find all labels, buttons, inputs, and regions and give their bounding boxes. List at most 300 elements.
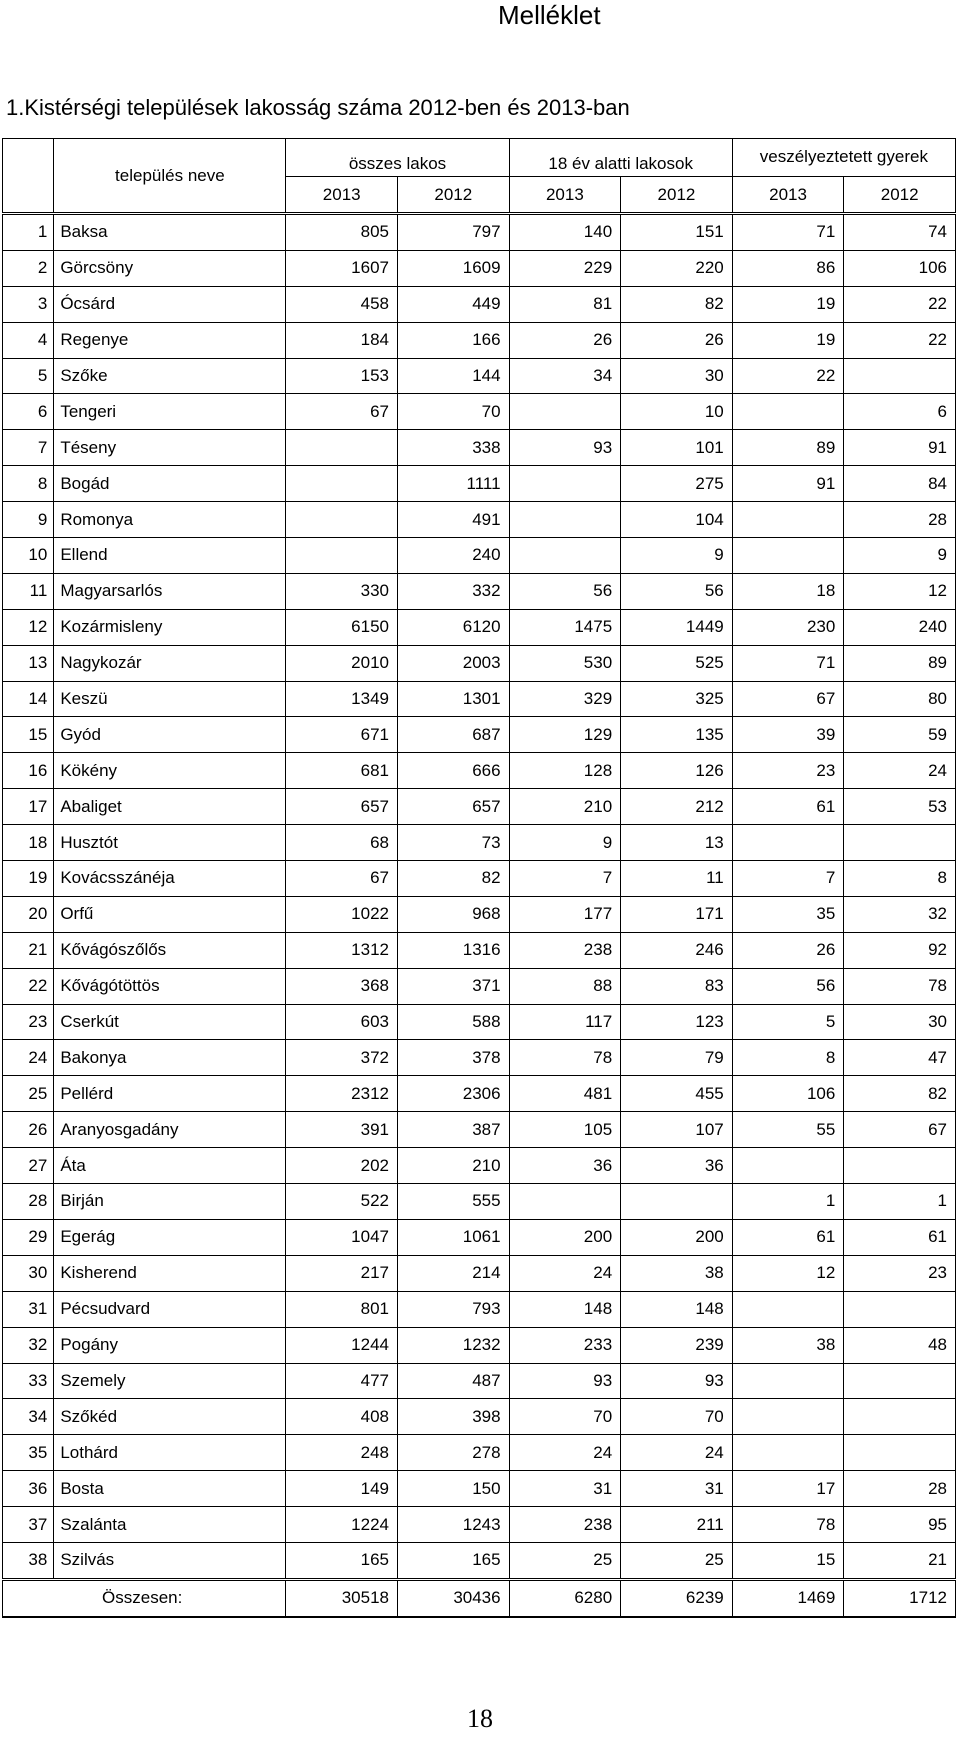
settlement-name: Kővágótöttös <box>54 968 286 1004</box>
row-index: 19 <box>3 861 54 897</box>
value-cell: 82 <box>621 286 733 322</box>
page-number: 18 <box>467 1704 493 1733</box>
value-cell: 338 <box>398 430 510 466</box>
value-cell: 24 <box>621 1435 733 1471</box>
row-index: 20 <box>3 896 54 932</box>
row-index: 2 <box>3 250 54 286</box>
value-cell: 19 <box>732 286 844 322</box>
settlement-name: Egerág <box>54 1219 286 1255</box>
value-cell: 30 <box>621 358 733 394</box>
value-cell: 797 <box>398 214 510 251</box>
value-cell: 18 <box>732 573 844 609</box>
value-cell: 32 <box>844 896 956 932</box>
value-cell: 1607 <box>286 250 398 286</box>
settlement-name: Bosta <box>54 1471 286 1507</box>
row-index: 36 <box>3 1471 54 1507</box>
value-cell: 329 <box>509 681 621 717</box>
settlement-name: Lothárd <box>54 1435 286 1471</box>
value-cell: 67 <box>732 681 844 717</box>
table-row <box>3 609 956 645</box>
table-row <box>3 394 956 430</box>
value-cell: 2306 <box>398 1076 510 1112</box>
value-cell: 408 <box>286 1399 398 1435</box>
value-cell <box>732 1435 844 1471</box>
value-cell: 9 <box>621 538 733 574</box>
table-row <box>3 250 956 286</box>
value-cell <box>286 430 398 466</box>
value-cell: 233 <box>509 1327 621 1363</box>
value-cell: 70 <box>509 1399 621 1435</box>
value-cell: 149 <box>286 1471 398 1507</box>
value-cell: 2003 <box>398 645 510 681</box>
value-cell: 371 <box>398 968 510 1004</box>
value-cell: 15 <box>732 1542 844 1579</box>
value-cell: 1 <box>732 1184 844 1220</box>
header-year: 2013 <box>732 177 844 214</box>
value-cell: 88 <box>509 968 621 1004</box>
settlement-name: Pogány <box>54 1327 286 1363</box>
total-row <box>3 1579 956 1616</box>
value-cell: 17 <box>732 1471 844 1507</box>
value-cell: 968 <box>398 896 510 932</box>
value-cell: 1243 <box>398 1507 510 1543</box>
value-cell <box>732 538 844 574</box>
value-cell: 92 <box>844 932 956 968</box>
table-row <box>3 1076 956 1112</box>
page-header-label: Melléklet <box>498 0 601 30</box>
row-index: 9 <box>3 502 54 538</box>
value-cell <box>732 394 844 430</box>
table-row <box>3 1327 956 1363</box>
total-value: 1469 <box>732 1579 844 1616</box>
value-cell: 39 <box>732 717 844 753</box>
value-cell: 38 <box>732 1327 844 1363</box>
row-index: 21 <box>3 932 54 968</box>
value-cell: 24 <box>509 1435 621 1471</box>
row-index: 1 <box>3 214 54 251</box>
table-row <box>3 466 956 502</box>
total-value: 30436 <box>398 1579 510 1616</box>
header-year: 2013 <box>286 177 398 214</box>
value-cell: 278 <box>398 1435 510 1471</box>
value-cell: 140 <box>509 214 621 251</box>
value-cell: 6 <box>844 394 956 430</box>
settlement-name: Romonya <box>54 502 286 538</box>
value-cell <box>509 394 621 430</box>
value-cell <box>732 825 844 861</box>
value-cell: 210 <box>509 789 621 825</box>
value-cell: 61 <box>732 1219 844 1255</box>
row-index: 30 <box>3 1255 54 1291</box>
value-cell: 487 <box>398 1363 510 1399</box>
value-cell: 1449 <box>621 609 733 645</box>
value-cell: 603 <box>286 1004 398 1040</box>
value-cell: 19 <box>732 322 844 358</box>
value-cell: 171 <box>621 896 733 932</box>
value-cell: 202 <box>286 1148 398 1184</box>
header-year: 2012 <box>621 177 733 214</box>
row-index: 29 <box>3 1219 54 1255</box>
table-row <box>3 1363 956 1399</box>
value-cell: 26 <box>509 322 621 358</box>
value-cell: 2312 <box>286 1076 398 1112</box>
value-cell <box>286 502 398 538</box>
table-row <box>3 968 956 1004</box>
value-cell: 78 <box>509 1040 621 1076</box>
settlement-name: Szalánta <box>54 1507 286 1543</box>
table-row <box>3 430 956 466</box>
value-cell: 793 <box>398 1291 510 1327</box>
value-cell: 12 <box>844 573 956 609</box>
value-cell: 588 <box>398 1004 510 1040</box>
table-row <box>3 1112 956 1148</box>
value-cell: 1022 <box>286 896 398 932</box>
value-cell: 117 <box>509 1004 621 1040</box>
header-group-endangered-children: veszélyeztetett gyerek <box>732 139 955 177</box>
value-cell: 217 <box>286 1255 398 1291</box>
row-index: 25 <box>3 1076 54 1112</box>
settlement-name: Kovácsszánéja <box>54 861 286 897</box>
row-index: 16 <box>3 753 54 789</box>
value-cell: 455 <box>621 1076 733 1112</box>
value-cell: 105 <box>509 1112 621 1148</box>
value-cell: 93 <box>509 430 621 466</box>
value-cell: 22 <box>844 322 956 358</box>
value-cell <box>286 538 398 574</box>
value-cell: 387 <box>398 1112 510 1148</box>
settlement-name: Ellend <box>54 538 286 574</box>
value-cell: 1 <box>844 1184 956 1220</box>
value-cell: 38 <box>621 1255 733 1291</box>
row-index: 33 <box>3 1363 54 1399</box>
value-cell: 67 <box>286 394 398 430</box>
table-row <box>3 681 956 717</box>
value-cell: 67 <box>844 1112 956 1148</box>
value-cell: 2010 <box>286 645 398 681</box>
value-cell: 89 <box>844 645 956 681</box>
value-cell: 212 <box>621 789 733 825</box>
header-group-under-18: 18 év alatti lakosok <box>509 139 732 177</box>
value-cell: 530 <box>509 645 621 681</box>
value-cell: 657 <box>286 789 398 825</box>
value-cell: 21 <box>844 1542 956 1579</box>
value-cell: 372 <box>286 1040 398 1076</box>
value-cell: 325 <box>621 681 733 717</box>
table-row <box>3 1040 956 1076</box>
value-cell: 671 <box>286 717 398 753</box>
population-table <box>2 138 956 1618</box>
value-cell: 84 <box>844 466 956 502</box>
row-index: 7 <box>3 430 54 466</box>
settlement-name: Szemely <box>54 1363 286 1399</box>
settlement-name: Magyarsarlós <box>54 573 286 609</box>
total-value: 30518 <box>286 1579 398 1616</box>
row-index: 28 <box>3 1184 54 1220</box>
table-row <box>3 358 956 394</box>
settlement-name: Ócsárd <box>54 286 286 322</box>
table-row <box>3 1148 956 1184</box>
settlement-name: Szőke <box>54 358 286 394</box>
settlement-name: Szőkéd <box>54 1399 286 1435</box>
value-cell: 687 <box>398 717 510 753</box>
value-cell: 148 <box>509 1291 621 1327</box>
value-cell: 1316 <box>398 932 510 968</box>
value-cell: 6150 <box>286 609 398 645</box>
row-index: 12 <box>3 609 54 645</box>
value-cell: 1349 <box>286 681 398 717</box>
value-cell: 1244 <box>286 1327 398 1363</box>
value-cell: 153 <box>286 358 398 394</box>
row-index: 38 <box>3 1542 54 1579</box>
value-cell: 177 <box>509 896 621 932</box>
value-cell: 9 <box>509 825 621 861</box>
row-index: 5 <box>3 358 54 394</box>
value-cell: 128 <box>509 753 621 789</box>
header-index-cell <box>3 139 54 214</box>
settlement-name: Gyód <box>54 717 286 753</box>
value-cell: 8 <box>844 861 956 897</box>
value-cell: 240 <box>844 609 956 645</box>
value-cell: 61 <box>732 789 844 825</box>
value-cell: 368 <box>286 968 398 1004</box>
value-cell: 31 <box>509 1471 621 1507</box>
value-cell: 805 <box>286 214 398 251</box>
value-cell: 56 <box>732 968 844 1004</box>
settlement-name: Kozármisleny <box>54 609 286 645</box>
value-cell: 165 <box>398 1542 510 1579</box>
value-cell: 86 <box>732 250 844 286</box>
table-row <box>3 1471 956 1507</box>
total-value: 1712 <box>844 1579 956 1616</box>
value-cell: 491 <box>398 502 510 538</box>
table-row <box>3 645 956 681</box>
row-index: 35 <box>3 1435 54 1471</box>
value-cell: 71 <box>732 214 844 251</box>
settlement-name: Baksa <box>54 214 286 251</box>
row-index: 6 <box>3 394 54 430</box>
value-cell: 71 <box>732 645 844 681</box>
row-index: 15 <box>3 717 54 753</box>
value-cell: 36 <box>509 1148 621 1184</box>
value-cell: 525 <box>621 645 733 681</box>
value-cell: 26 <box>732 932 844 968</box>
settlement-name: Tengeri <box>54 394 286 430</box>
row-index: 3 <box>3 286 54 322</box>
value-cell: 666 <box>398 753 510 789</box>
settlement-name: Kökény <box>54 753 286 789</box>
value-cell: 214 <box>398 1255 510 1291</box>
value-cell: 67 <box>286 861 398 897</box>
value-cell: 25 <box>621 1542 733 1579</box>
value-cell: 123 <box>621 1004 733 1040</box>
table-row <box>3 932 956 968</box>
value-cell: 522 <box>286 1184 398 1220</box>
value-cell: 36 <box>621 1148 733 1184</box>
value-cell: 79 <box>621 1040 733 1076</box>
total-value: 6239 <box>621 1579 733 1616</box>
value-cell: 151 <box>621 214 733 251</box>
value-cell: 275 <box>621 466 733 502</box>
table-row <box>3 573 956 609</box>
value-cell: 1224 <box>286 1507 398 1543</box>
value-cell: 78 <box>732 1507 844 1543</box>
row-index: 18 <box>3 825 54 861</box>
table-row <box>3 1255 956 1291</box>
row-index: 14 <box>3 681 54 717</box>
header-year: 2013 <box>509 177 621 214</box>
value-cell: 1301 <box>398 681 510 717</box>
value-cell: 1475 <box>509 609 621 645</box>
row-index: 23 <box>3 1004 54 1040</box>
value-cell <box>732 1363 844 1399</box>
settlement-name: Téseny <box>54 430 286 466</box>
value-cell: 230 <box>732 609 844 645</box>
table-row <box>3 1219 956 1255</box>
value-cell: 477 <box>286 1363 398 1399</box>
value-cell: 106 <box>844 250 956 286</box>
value-cell <box>732 502 844 538</box>
value-cell: 165 <box>286 1542 398 1579</box>
value-cell: 211 <box>621 1507 733 1543</box>
value-cell: 126 <box>621 753 733 789</box>
table-row <box>3 322 956 358</box>
value-cell: 56 <box>621 573 733 609</box>
value-cell: 28 <box>844 1471 956 1507</box>
value-cell: 23 <box>844 1255 956 1291</box>
value-cell: 70 <box>621 1399 733 1435</box>
value-cell: 7 <box>509 861 621 897</box>
table-row <box>3 825 956 861</box>
value-cell: 449 <box>398 286 510 322</box>
row-index: 27 <box>3 1148 54 1184</box>
value-cell: 22 <box>844 286 956 322</box>
value-cell: 8 <box>732 1040 844 1076</box>
value-cell: 104 <box>621 502 733 538</box>
row-index: 13 <box>3 645 54 681</box>
settlement-name: Abaliget <box>54 789 286 825</box>
settlement-name: Pécsudvard <box>54 1291 286 1327</box>
settlement-name: Keszü <box>54 681 286 717</box>
header-settlement-name: település neve <box>54 139 286 214</box>
settlement-name: Áta <box>54 1148 286 1184</box>
value-cell <box>509 502 621 538</box>
header-row-groups <box>3 139 956 177</box>
value-cell: 129 <box>509 717 621 753</box>
row-index: 32 <box>3 1327 54 1363</box>
value-cell: 1061 <box>398 1219 510 1255</box>
row-index: 34 <box>3 1399 54 1435</box>
value-cell: 101 <box>621 430 733 466</box>
value-cell: 106 <box>732 1076 844 1112</box>
value-cell: 68 <box>286 825 398 861</box>
value-cell: 5 <box>732 1004 844 1040</box>
value-cell: 12 <box>732 1255 844 1291</box>
value-cell: 248 <box>286 1435 398 1471</box>
row-index: 4 <box>3 322 54 358</box>
value-cell: 7 <box>732 861 844 897</box>
value-cell: 74 <box>844 214 956 251</box>
value-cell <box>509 538 621 574</box>
row-index: 37 <box>3 1507 54 1543</box>
value-cell: 240 <box>398 538 510 574</box>
value-cell <box>844 1291 956 1327</box>
value-cell: 56 <box>509 573 621 609</box>
value-cell: 458 <box>286 286 398 322</box>
value-cell: 23 <box>732 753 844 789</box>
value-cell: 93 <box>621 1363 733 1399</box>
value-cell: 81 <box>509 286 621 322</box>
header-year: 2012 <box>844 177 956 214</box>
value-cell: 47 <box>844 1040 956 1076</box>
value-cell: 48 <box>844 1327 956 1363</box>
value-cell: 332 <box>398 573 510 609</box>
settlement-name: Pellérd <box>54 1076 286 1112</box>
row-index: 8 <box>3 466 54 502</box>
value-cell: 22 <box>732 358 844 394</box>
value-cell: 330 <box>286 573 398 609</box>
value-cell: 95 <box>844 1507 956 1543</box>
value-cell: 481 <box>509 1076 621 1112</box>
value-cell: 11 <box>621 861 733 897</box>
value-cell: 220 <box>621 250 733 286</box>
value-cell: 61 <box>844 1219 956 1255</box>
value-cell: 378 <box>398 1040 510 1076</box>
settlement-name: Aranyosgadány <box>54 1112 286 1148</box>
table-row <box>3 1435 956 1471</box>
value-cell: 9 <box>844 538 956 574</box>
settlement-name: Bogád <box>54 466 286 502</box>
settlement-name: Nagykozár <box>54 645 286 681</box>
table-row <box>3 1542 956 1579</box>
value-cell: 555 <box>398 1184 510 1220</box>
value-cell: 1111 <box>398 466 510 502</box>
table-row <box>3 1399 956 1435</box>
value-cell <box>509 1184 621 1220</box>
value-cell: 24 <box>844 753 956 789</box>
table-row <box>3 538 956 574</box>
value-cell: 31 <box>621 1471 733 1507</box>
value-cell: 83 <box>621 968 733 1004</box>
value-cell: 73 <box>398 825 510 861</box>
settlement-name: Orfű <box>54 896 286 932</box>
settlement-name: Szilvás <box>54 1542 286 1579</box>
row-index: 11 <box>3 573 54 609</box>
settlement-name: Birján <box>54 1184 286 1220</box>
value-cell: 55 <box>732 1112 844 1148</box>
value-cell: 148 <box>621 1291 733 1327</box>
value-cell: 144 <box>398 358 510 394</box>
value-cell <box>844 358 956 394</box>
value-cell: 200 <box>509 1219 621 1255</box>
value-cell: 1232 <box>398 1327 510 1363</box>
value-cell: 35 <box>732 896 844 932</box>
settlement-name: Kővágószőlős <box>54 932 286 968</box>
total-value: 6280 <box>509 1579 621 1616</box>
value-cell: 657 <box>398 789 510 825</box>
header-group-total-residents: összes lakos <box>286 139 509 177</box>
table-row <box>3 1184 956 1220</box>
value-cell: 184 <box>286 322 398 358</box>
settlement-name: Cserkút <box>54 1004 286 1040</box>
value-cell <box>732 1399 844 1435</box>
header-year: 2012 <box>398 177 510 214</box>
document-title: 1.Kistérségi települések lakosság száma 2012-ben és 2013-ban <box>6 95 630 120</box>
value-cell: 801 <box>286 1291 398 1327</box>
value-cell <box>732 1148 844 1184</box>
table-row <box>3 1004 956 1040</box>
value-cell: 681 <box>286 753 398 789</box>
row-index: 31 <box>3 1291 54 1327</box>
